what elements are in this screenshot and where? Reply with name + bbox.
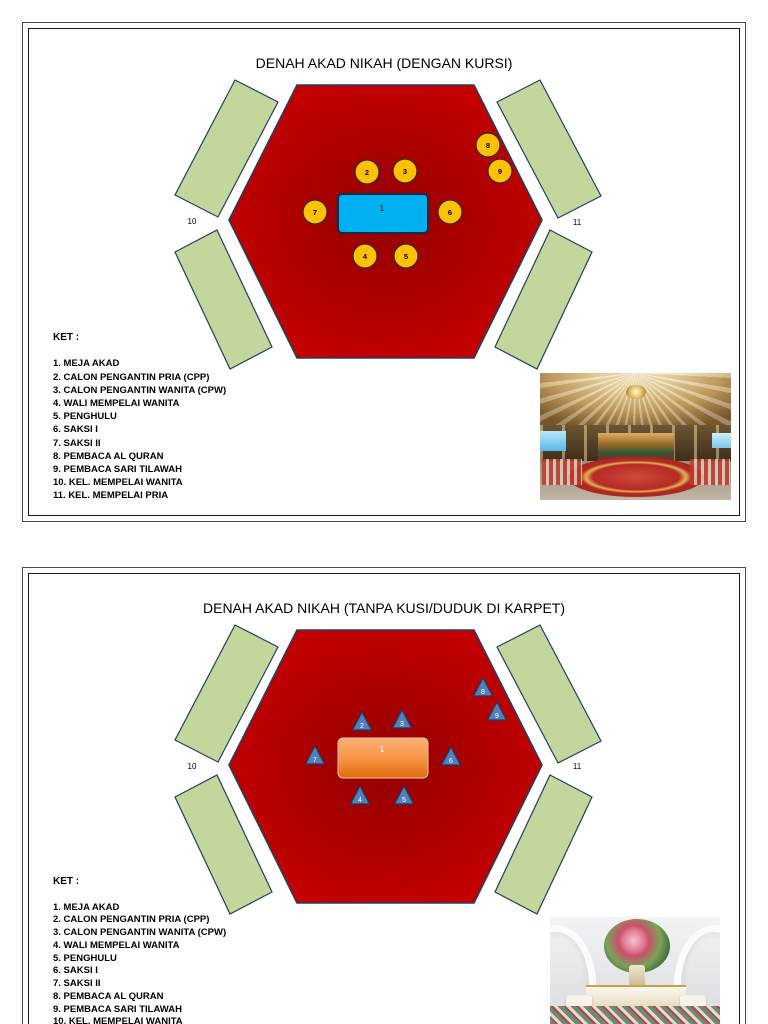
chair-seat-2 xyxy=(355,160,379,184)
legend-item: 10. KEL. MEMPELAI WANITA xyxy=(53,1016,183,1024)
legend-item: 9. PEMBACA SARI TILAWAH xyxy=(53,1003,182,1015)
legend-item: 10. KEL. MEMPELAI WANITA xyxy=(53,477,183,489)
venue-hall-photo xyxy=(540,373,731,500)
legend-item: 2. CALON PENGANTIN PRIA (CPP) xyxy=(53,914,210,926)
legend-item: 6. SAKSI I xyxy=(53,424,98,436)
seat-number: 2 xyxy=(364,168,370,177)
photo-screen-right xyxy=(712,433,731,448)
legend-item: 1. MEJA AKAD xyxy=(53,901,120,913)
legend-item: 5. PENGHULU xyxy=(53,411,117,423)
photo-screen-left xyxy=(540,431,566,451)
legend-item: 7. SAKSI II xyxy=(53,437,101,449)
akad-table-shape xyxy=(338,194,428,233)
seat-number: 4 xyxy=(358,797,362,804)
bride-family-area-label: 10 xyxy=(187,762,197,771)
groom-family-area-label: 11 xyxy=(572,218,582,227)
seat-number: 5 xyxy=(403,252,409,261)
seat-number: 7 xyxy=(313,757,317,764)
photo-red-carpet xyxy=(568,457,704,497)
carpet-setting-photo xyxy=(550,917,720,1024)
akad-table-shape xyxy=(338,738,428,778)
akad-table xyxy=(338,194,428,233)
chair-seat-4 xyxy=(353,244,377,268)
seat-number: 6 xyxy=(449,758,453,765)
legend-item: 9. PEMBACA SARI TILAWAH xyxy=(53,464,182,476)
photo-low-table xyxy=(586,985,686,1007)
seat-number: 7 xyxy=(312,208,318,217)
seat-number: 9 xyxy=(497,167,503,176)
legend-item: 11. KEL. MEMPELAI PRIA xyxy=(53,490,169,502)
akad-table-label: 1 xyxy=(379,745,385,754)
legend-item: 7. SAKSI II xyxy=(53,978,101,990)
photo-vase xyxy=(629,965,645,987)
legend-item: 3. CALON PENGANTIN WANITA (CPW) xyxy=(53,384,227,396)
seat-number: 3 xyxy=(402,167,408,176)
seat-number: 8 xyxy=(481,689,485,696)
chair-seat-9 xyxy=(488,159,512,183)
photo-carpet xyxy=(550,1006,720,1024)
chair-seat-8 xyxy=(476,133,500,157)
seat-number: 8 xyxy=(485,141,491,150)
chair-seat-7 xyxy=(303,200,327,224)
legend-item: 4. WALI MEMPELAI WANITA xyxy=(53,939,180,951)
legend-item: 6. SAKSI I xyxy=(53,965,98,977)
legend-list xyxy=(53,902,226,1024)
photo-chandelier xyxy=(626,385,646,399)
legend-item: 8. PEMBACA AL QURAN xyxy=(53,990,164,1002)
legend-item: 3. CALON PENGANTIN WANITA (CPW) xyxy=(53,927,227,939)
plan-title: DENAH AKAD NIKAH (DENGAN KURSI) xyxy=(255,55,513,71)
photo-chairs-left xyxy=(542,459,582,485)
chair-seat-3 xyxy=(393,159,417,183)
plan-title: DENAH AKAD NIKAH (TANPA KUSI/DUDUK DI KARPET) xyxy=(203,600,565,616)
legend-item: 8. PEMBACA AL QURAN xyxy=(53,450,164,462)
legend-list xyxy=(53,357,226,502)
chair-seat-5 xyxy=(394,244,418,268)
seat-number: 2 xyxy=(360,723,364,730)
seat-number: 5 xyxy=(402,797,406,804)
photo-chairs-right xyxy=(690,459,730,485)
akad-table-label: 1 xyxy=(379,204,385,213)
chair-seat-6 xyxy=(438,200,462,224)
seat-number: 6 xyxy=(447,208,453,217)
groom-family-area-label: 11 xyxy=(572,762,582,771)
legend-heading: KET : xyxy=(53,876,80,887)
legend-item: 4. WALI MEMPELAI WANITA xyxy=(53,398,180,409)
seat-number: 3 xyxy=(400,721,404,728)
legend-item: 2. CALON PENGANTIN PRIA (CPP) xyxy=(53,371,210,383)
bride-family-area-label: 10 xyxy=(187,217,197,226)
legend-item: 5. PENGHULU xyxy=(53,952,117,964)
seat-number: 9 xyxy=(495,713,499,720)
legend-heading: KET : xyxy=(53,332,80,343)
akad-table xyxy=(338,738,428,778)
legend-item: 1. MEJA AKAD xyxy=(53,358,120,370)
seat-number: 4 xyxy=(362,252,368,261)
